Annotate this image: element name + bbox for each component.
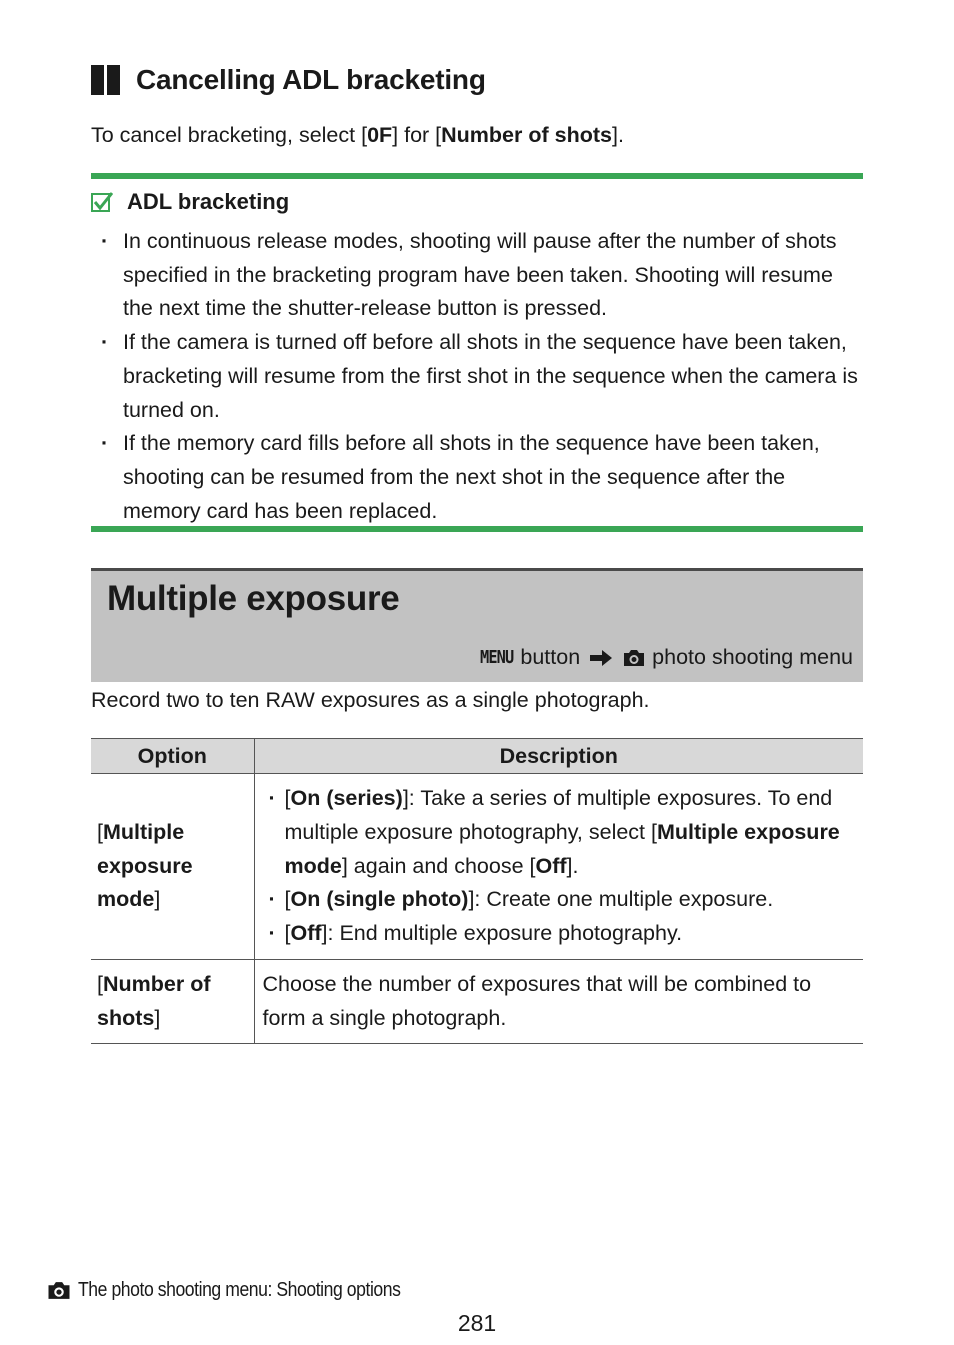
menu-button-label: MENU [479,647,514,668]
list-item: · [Off]: End multiple exposure photography. [263,917,856,951]
footer [46,1279,444,1302]
description-list [263,782,856,951]
options-table [91,738,863,1044]
page-number: 281 [457,1310,497,1336]
page-banner [91,568,863,682]
list-item: · [On (single photo)]: Create one multiple exposure. [263,883,856,917]
camera-icon [46,1280,72,1301]
note-title: ADL bracketing [127,189,290,214]
section-title: Cancelling ADL bracketing [136,64,486,95]
description-cell [254,774,863,960]
table-header-row [91,739,863,774]
page-title: Multiple exposure [107,579,400,618]
option-cell: [Multiple exposure mode] [91,774,254,960]
note-list [91,225,863,528]
table-row [91,960,863,1044]
header-description: Description [254,739,863,774]
section-marker-icon [91,65,120,95]
cancel-instruction: To cancel bracketing, select [0F] for [Number of shots]. [91,123,624,147]
note-item: · If the memory card fills before all shots in the sequence have been taken, shooting can be resumed from the next shot in the sequence after the memory card has been replaced. [91,427,863,528]
arrow-right-icon [588,649,614,667]
button-text: button [520,645,581,669]
camera-icon [622,648,646,668]
note-box [91,173,863,532]
list-item: · [On (series)]: Take a series of multiple exposures. To end multiple exposure photography, select [Multiple exposure mode] again and choose [Off]. [263,782,856,883]
note-item: · In continuous release modes, shooting will pause after the number of shots specified in the bracketing program have been taken. Shooting will resume the next time the shutter-release button is pressed. [91,225,863,326]
menu-name: photo shooting menu [652,645,853,669]
note-header [91,189,289,215]
section-heading [91,64,486,96]
intro-text: Record two to ten RAW exposures as a single photograph. [91,688,650,712]
table-row [91,774,863,960]
option-cell: [Number of shots] [91,960,254,1044]
description-cell: Choose the number of exposures that will be combined to form a single photograph. [254,960,863,1044]
header-option: Option [91,739,254,774]
checkbox-check-icon [91,191,113,213]
footer-link[interactable]: The photo shooting menu: Shooting options [78,1279,401,1301]
note-item: · If the camera is turned off before all shots in the sequence have been taken, bracketing will resume from the first shot in the sequence when the camera is turned on. [91,326,863,427]
menu-path [477,645,853,670]
